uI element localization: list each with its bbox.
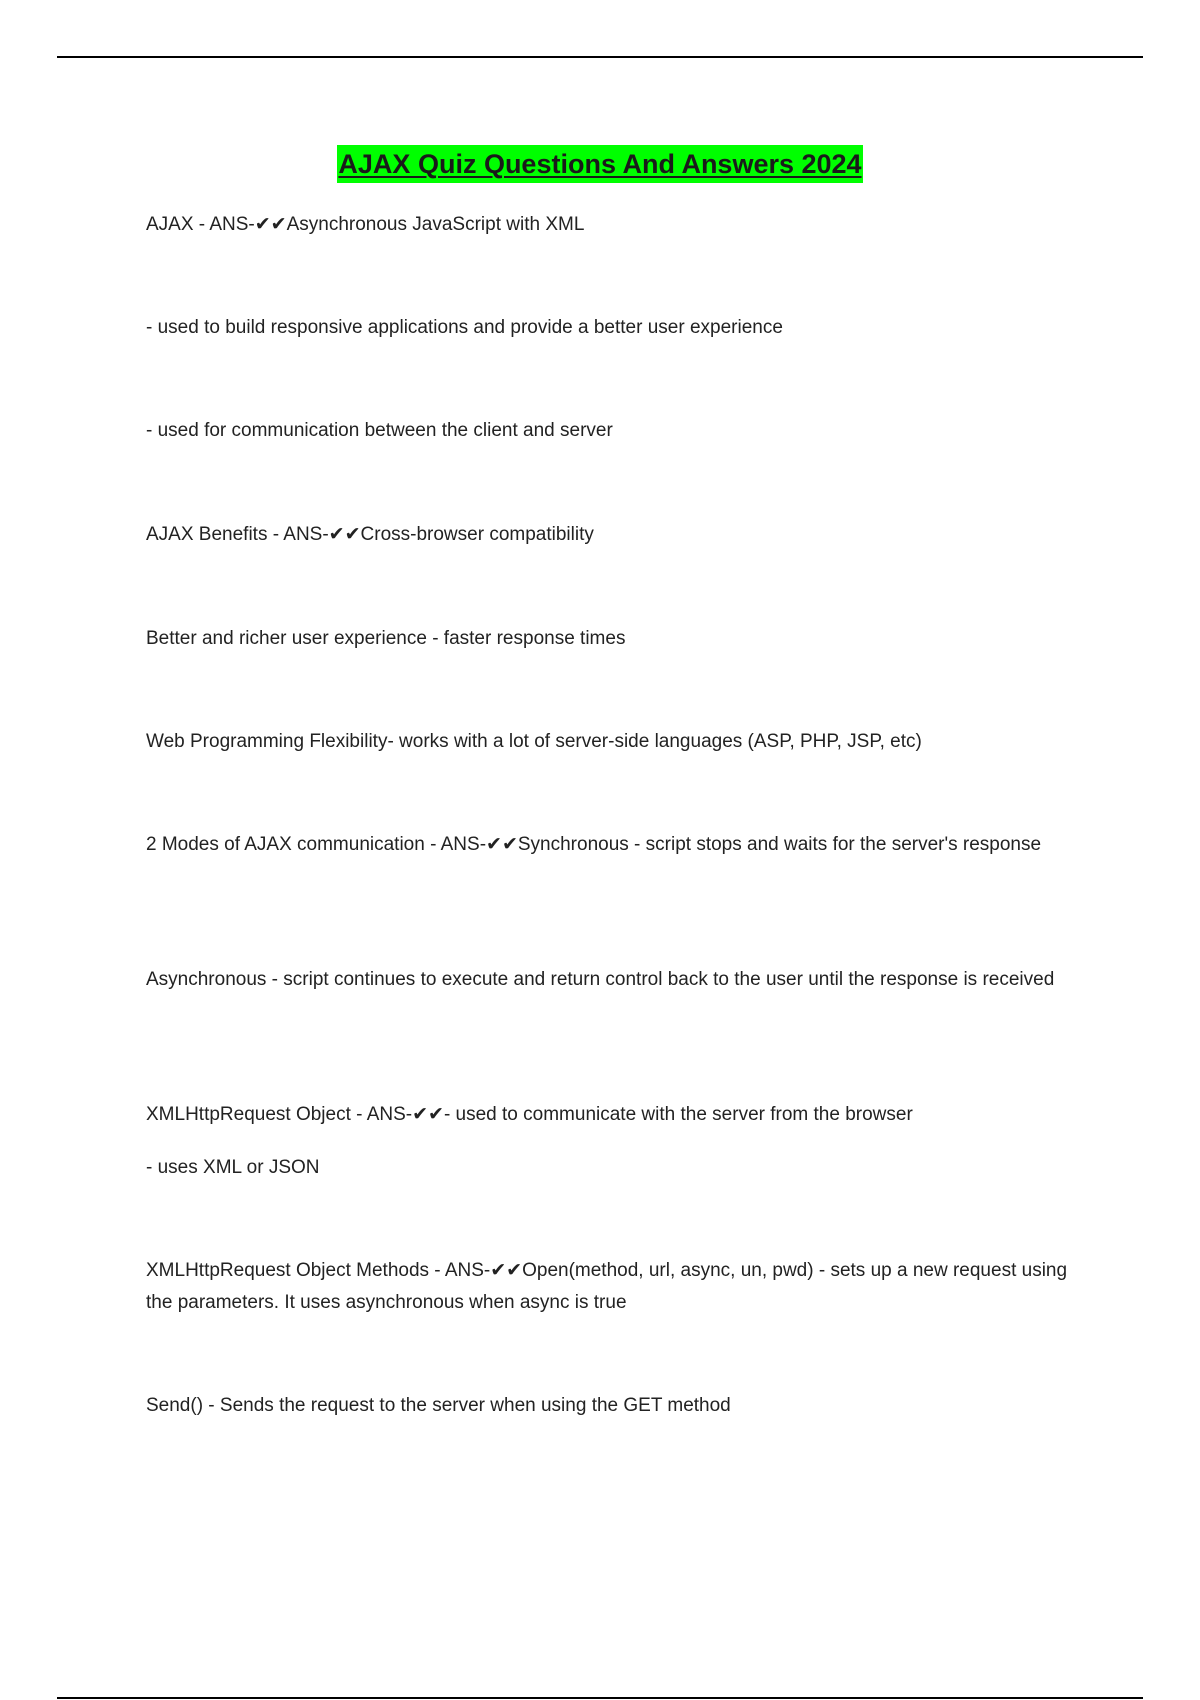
paragraph: 2 Modes of AJAX communication - ANS-✔✔Synchronous - script stops and waits for the server's response bbox=[146, 834, 1042, 855]
paragraph: Send() - Sends the request to the server when using the GET method bbox=[146, 1395, 731, 1416]
paragraph: Web Programming Flexibility- works with a lot of server-side languages (ASP, PHP, JSP, etc) bbox=[146, 731, 922, 752]
header-rule bbox=[57, 56, 1143, 58]
paragraph: - used to build responsive applications and provide a better user experience bbox=[146, 317, 783, 338]
paragraph: XMLHttpRequest Object - ANS-✔✔- used to communicate with the server from the browser bbox=[146, 1104, 913, 1125]
paragraph: - used for communication between the client and server bbox=[146, 420, 613, 441]
paragraph: AJAX Benefits - ANS-✔✔Cross-browser compatibility bbox=[146, 524, 594, 545]
paragraph: Asynchronous - script continues to execute and return control back to the user until the response is received bbox=[146, 969, 1055, 990]
paragraph: XMLHttpRequest Object Methods - ANS-✔✔Open(method, url, async, un, pwd) - sets up a new request using the parameters. It uses asynchronous when async is true bbox=[146, 1260, 1068, 1313]
footer-rule bbox=[57, 1697, 1143, 1699]
paragraph: - uses XML or JSON bbox=[146, 1157, 320, 1178]
title-container bbox=[0, 145, 1200, 183]
paragraph: Better and richer user experience - faster response times bbox=[146, 628, 626, 649]
page-title: AJAX Quiz Questions And Answers 2024 bbox=[337, 145, 862, 183]
paragraph: AJAX - ANS-✔✔Asynchronous JavaScript with XML bbox=[146, 214, 585, 235]
